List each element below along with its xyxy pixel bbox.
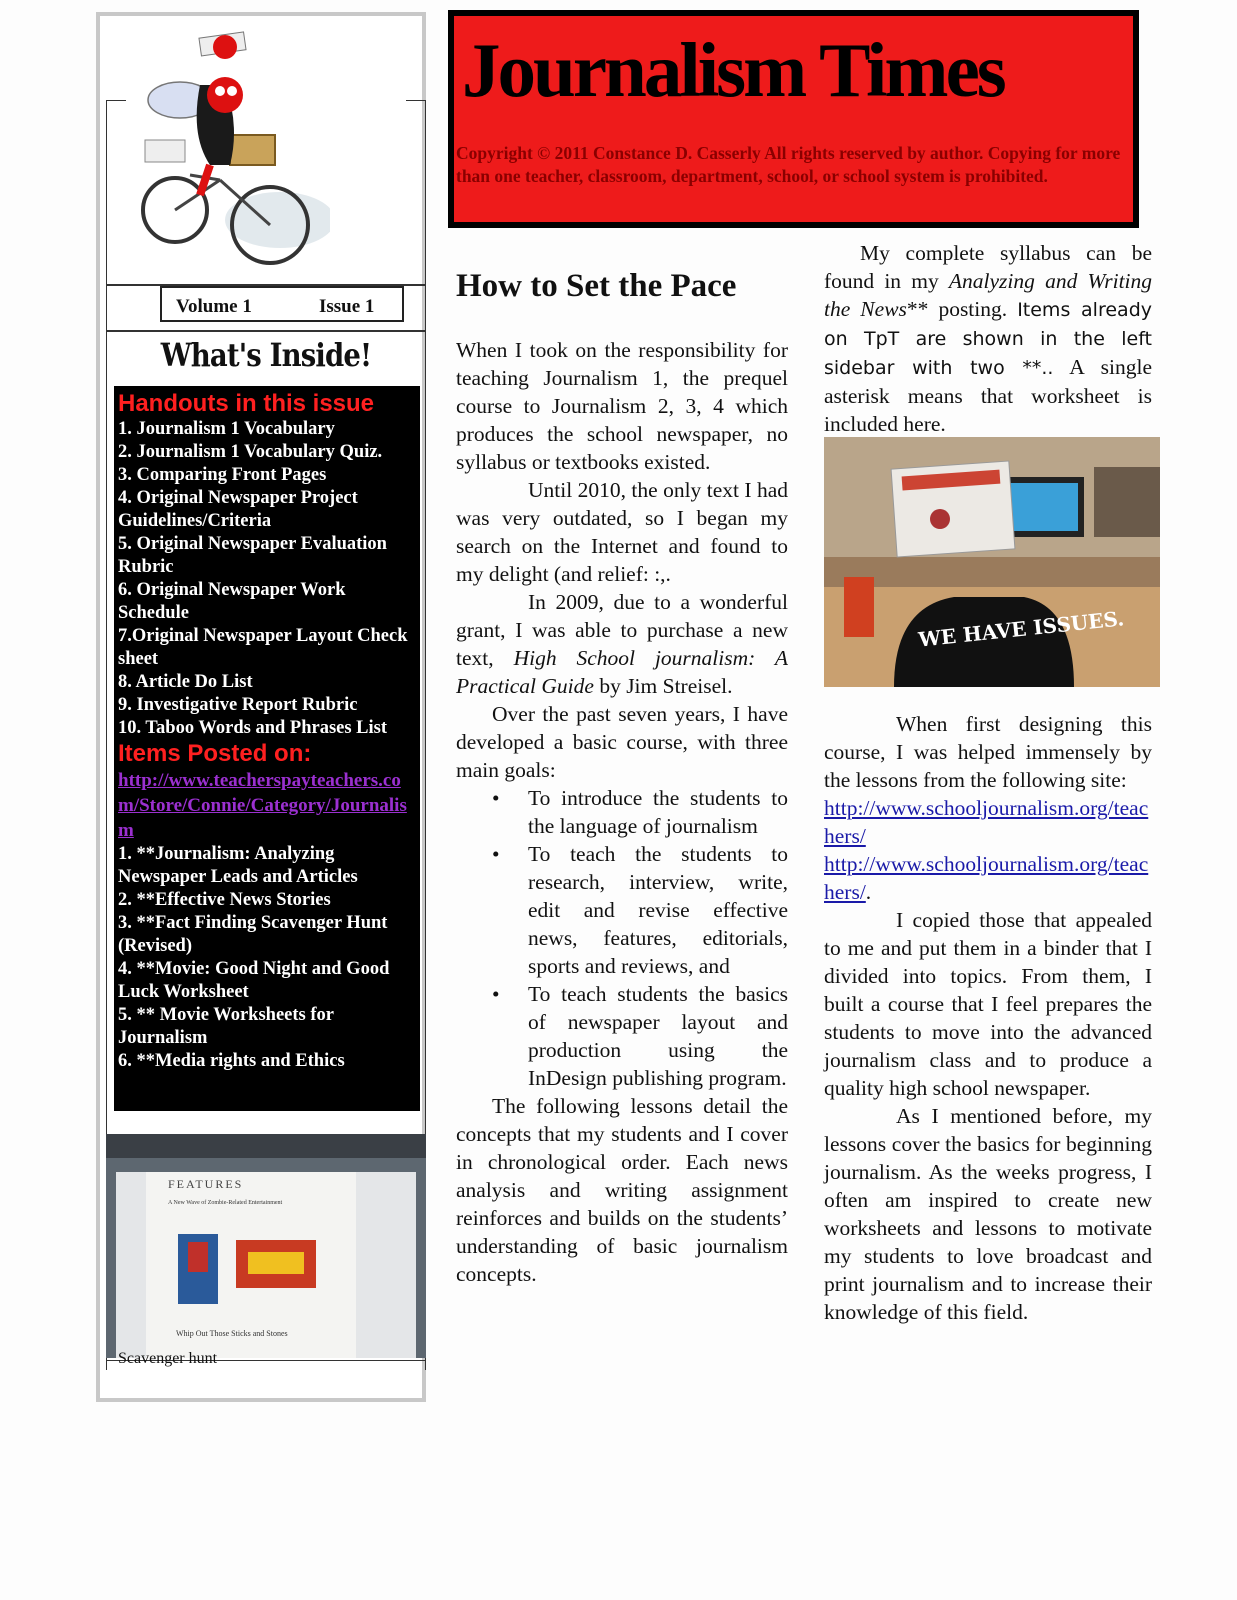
book-title: High School journalism: A Practical Guide: [456, 646, 788, 698]
paragraph: Over the past seven years, I have developed a basic course, with three main goals:: [456, 702, 788, 782]
handout-item: 4. Original Newspaper Project Guidelines/Criteria: [118, 488, 358, 531]
posted-heading: Items Posted on:: [118, 740, 312, 767]
mascot-cyclist-image: [130, 25, 330, 280]
schooljournalism-link-2[interactable]: http://www.schooljournalism.org/teachers/.: [824, 852, 1149, 904]
schooljournalism-link-1[interactable]: http://www.schooljournalism.org/teachers/: [824, 796, 1149, 848]
volume-issue-box: [160, 286, 404, 322]
paragraph: Until 2010, the only text I had was very outdated, so I began my search on the Internet and found to my delight (and relief: :,.: [456, 478, 788, 586]
posted-item: 5. ** Movie Worksheets for Journalism: [118, 1005, 334, 1048]
handout-item: 6. Original Newspaper Work Schedule: [118, 580, 346, 623]
goal-item: • To teach students the basics of newspaper layout and production using the InDesign publishing program.: [528, 980, 788, 1092]
divider: [106, 330, 426, 332]
shirt-text: WE HAVE ISSUES.: [917, 606, 1126, 652]
paragraph: The following lessons detail the concepts that my students and I cover in chronological order. Each news analysis and writing assignment reinforces and builds on the students’ understanding of basic journalism concepts.: [456, 1094, 788, 1286]
features-text: FEATURES: [168, 1177, 244, 1191]
article-title: How to Set the Pace: [456, 268, 737, 304]
posted-list: [118, 843, 416, 1073]
article-column-1: [456, 336, 788, 1288]
paragraph: I copied those that appealed to me and put them in a binder that I divided into topics. From them, I built a course that I feel prepares the students to move into the advanced journalism class and to produce a quality high school newspaper.: [824, 908, 1152, 1100]
volume-label: Volume 1: [176, 296, 252, 317]
handout-item: 3. Comparing Front Pages: [118, 465, 327, 485]
goals-list: [456, 784, 788, 1092]
handouts-list: [118, 418, 416, 740]
handout-item: 10. Taboo Words and Phrases List: [118, 718, 388, 738]
store-link[interactable]: http://www.teacherspayteachers.com/Store/Connie/Category/Journalism: [118, 770, 407, 841]
newspaper-screen-photo: [106, 1134, 426, 1358]
newspaper-title: Journalism Times: [462, 27, 1004, 113]
image-caption: Scavenger hunt: [118, 1350, 218, 1367]
paragraph: When I took on the responsibility for teaching Journalism 1, the prequel course to Journalism 2, 3, 4 which produces the school newspaper, no syllabus or textbooks existed.: [456, 338, 788, 474]
handout-item: 2. Journalism 1 Vocabulary Quiz.: [118, 442, 383, 462]
article-column-2: [824, 239, 1152, 438]
whats-inside-heading: What's Inside!: [160, 336, 372, 374]
handout-item: 9. Investigative Report Rubric: [118, 695, 358, 715]
handout-item: 1. Journalism 1 Vocabulary: [118, 419, 335, 439]
posted-item: 1. **Journalism: Analyzing Newspaper Leads and Articles: [118, 844, 358, 887]
paragraph: When first designing this course, I was helped immensely by the lessons from the following site:: [824, 712, 1152, 792]
contents-box: [114, 386, 420, 1111]
posted-item: 4. **Movie: Good Night and Good Luck Worksheet: [118, 959, 390, 1002]
copyright-notice: Copyright © 2011 Constance D. Casserly All rights reserved by author. Copying for more than one teacher, classroom, department, school, or school system is prohibited.: [456, 143, 1121, 186]
goal-item: • To introduce the students to the language of journalism: [528, 784, 788, 840]
masthead: [448, 10, 1139, 228]
posted-item: 6. **Media rights and Ethics: [118, 1051, 345, 1071]
headline-text: A New Wave of Zombie-Related Entertainment: [168, 1200, 283, 1206]
goal-item: • To teach the students to research, interview, write, edit and revise effective news, features, editorials, sports and reviews, and: [528, 840, 788, 980]
posted-item: 3. **Fact Finding Scavenger Hunt (Revised): [118, 913, 388, 956]
article-column-2-lower: [824, 710, 1152, 1326]
posted-item: 2. **Effective News Stories: [118, 890, 331, 910]
paragraph: My complete syllabus can be found in my Analyzing and Writing the News** posting. Items already on TpT are shown in the left sidebar with two **.. A single asterisk means that worksheet is included here.: [824, 241, 1153, 436]
handout-item: 7.Original Newspaper Layout Check sheet: [118, 626, 408, 669]
issue-label: Issue 1: [319, 296, 375, 317]
handout-item: 5. Original Newspaper Evaluation Rubric: [118, 534, 387, 577]
paragraph: As I mentioned before, my lessons cover the basics for beginning journalism. As the weeks progress, I often am inspired to create new worksheets and lessons to motivate my students to love broadcast and print journalism and to increase their knowledge of this field.: [824, 1104, 1152, 1324]
handouts-heading: Handouts in this issue: [118, 390, 375, 417]
subhead-text: Whip Out Those Sticks and Stones: [176, 1329, 288, 1338]
paragraph: In 2009, due to a wonderful grant, I was able to purchase a new text, High School journalism: A Practical Guide by Jim Streisel.: [456, 590, 788, 698]
handout-item: 8. Article Do List: [118, 672, 253, 692]
student-reading-photo: [824, 437, 1160, 687]
